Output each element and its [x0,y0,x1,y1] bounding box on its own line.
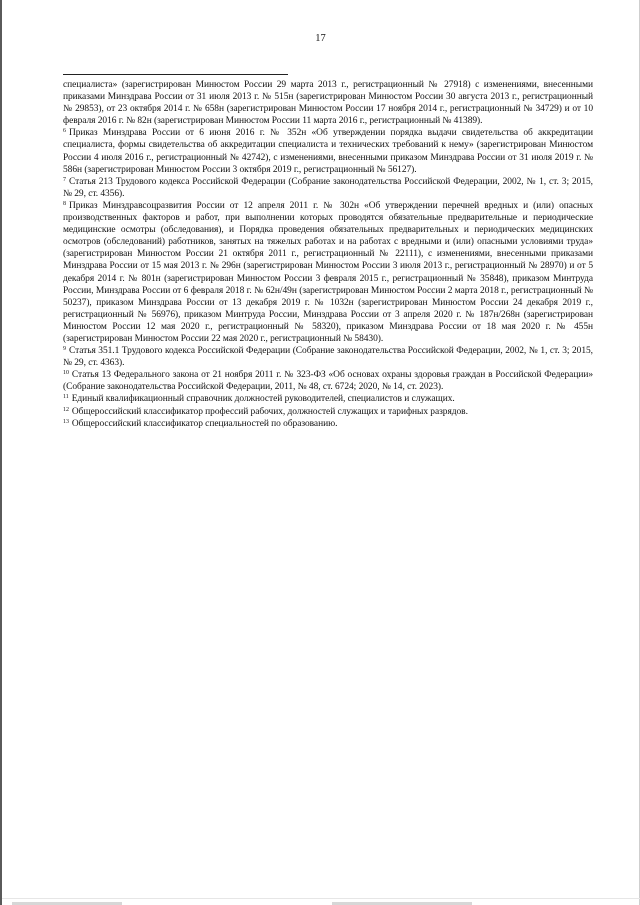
footnote-6 [63,127,593,175]
footnote-text: Общероссийский классификатор профессий рабочих, должностей служащих и тарифных разрядов. [71,406,468,417]
footnote-13 [63,418,593,430]
footnote-continuation [63,79,593,127]
footnote-text: Статья 13 Федерального закона от 21 ноября 2011 г. № 323-ФЗ «Об основах охраны здоровья граждан в Российской Федерации» (Собрание законодательства Российской Федерации, 2011, № 48, ст. 6724; 2020, № 14, ст. 2023). [63,370,593,393]
footnote-text: Единый квалификационный справочник должностей руководителей, специалистов и служащих. [71,394,455,405]
footnote-text: Статья 213 Трудового кодекса Российской Федерации (Собрание законодательства Российской Федерации, 2002, № 1, ст. 3; 2015, № 29, ст. 4356). [63,176,593,199]
footnote-marker: 9 [63,346,66,353]
footnote-marker: 7 [63,176,66,183]
footnote-10 [63,369,593,393]
footnote-text: Приказ Минздравсоцразвития России от 12 апреля 2011 г. № 302н «Об утверждении перечней вредных и (или) опасных производственных факторов и работ, при выполнении которых проводятся обязательные предварительные и периодические медицинские осмотры (обследования), и Порядка проведения обязательных предварительных и периодических медицинских осмотров (обследований) работников, занятых на тяжелых работах и на работах с вредными и (или) опасными условиями труда» (зарегистрирован Минюстом России 21 октября 2011 г., регистрационный № 22111), с изменениями, внесенными приказами Минздрава России от 15 мая 2013 г. № 296н (зарегистрирован Минюстом России 3 июля 2013 г., регистрационный № 28970) и от 5 декабря 2014 г. № 801н (зарегистрирован Минюстом России 3 февраля 2015 г., регистрационный № 35848), приказом Минтруда России, Минздрава России от 6 февраля 2018 г. № 62н/49н (зарегистрирован Минюстом России 2 марта 2018 г., регистрационный № 50237), приказом Минздрава России от 13 декабря 2019 г. № 1032н (зарегистрирован Минюстом России 24 декабря 2019 г., регистрационный № 56976), приказом Минтруда России, Минздрава России от 3 апреля 2020 г. № 187н/268н (зарегистрирован Минюстом России 12 мая 2020 г., регистрационный № 58320), приказом Минздрава России от 18 мая 2020 г. № 455н (зарегистрирован Минюстом России 22 мая 2020 г., регистрационный № 58430). [63,200,593,344]
footnote-12 [63,406,593,418]
footnote-8 [63,200,593,345]
footnote-text: специалиста» (зарегистрирован Минюстом России 29 марта 2013 г., регистрационный № 27918) с изменениями, внесенными приказами Минздрава России от 31 июля 2013 г. № 515н (зарегистрирован Минюстом России 30 августа 2013 г., регистрационный № 29853), от 23 октября 2014 г. № 658н (зарегистрирован Минюстом России 17 ноября 2014 г., регистрационный № 34729) и от 10 февраля 2016 г. № 82н (зарегистрирован Минюстом России 11 марта 2016 г., регистрационный № 41389). [63,80,593,127]
footnote-marker: 13 [63,418,69,425]
footnote-text: Статья 351.1 Трудового кодекса Российской Федерации (Собрание законодательства Российской Федерации, 2002, № 1, ст. 3; 2015, № 29, ст. 4363). [63,346,593,369]
footnote-text: Приказ Минздрава России от 6 июня 2016 г. № 352н «Об утверждении порядка выдачи свидетельства об аккредитации специалиста, формы свидетельства об аккредитации специалиста и технических требований к нему» (зарегистрирован Минюстом России 4 июля 2016 г., регистрационный № 42742), с изменениями, внесенными приказом Минздрава России от 31 июля 2019 г. № 586н (зарегистрирован Минюстом России 3 октября 2019 г., регистрационный № 56127). [63,128,593,175]
scan-bottom-edge [2,898,640,905]
footnote-11 [63,393,593,405]
footnote-text: Общероссийский классификатор специальностей по образованию. [71,418,338,429]
footnote-separator [63,74,288,75]
footnote-marker: 11 [63,394,69,401]
page-number: 17 [315,33,326,44]
footnote-7 [63,176,593,200]
footnote-9 [63,345,593,369]
footnote-marker: 10 [63,370,69,377]
footnote-marker: 6 [63,128,66,135]
footnotes-block [63,79,593,430]
footnote-marker: 8 [63,200,66,207]
footnote-marker: 12 [63,406,69,413]
